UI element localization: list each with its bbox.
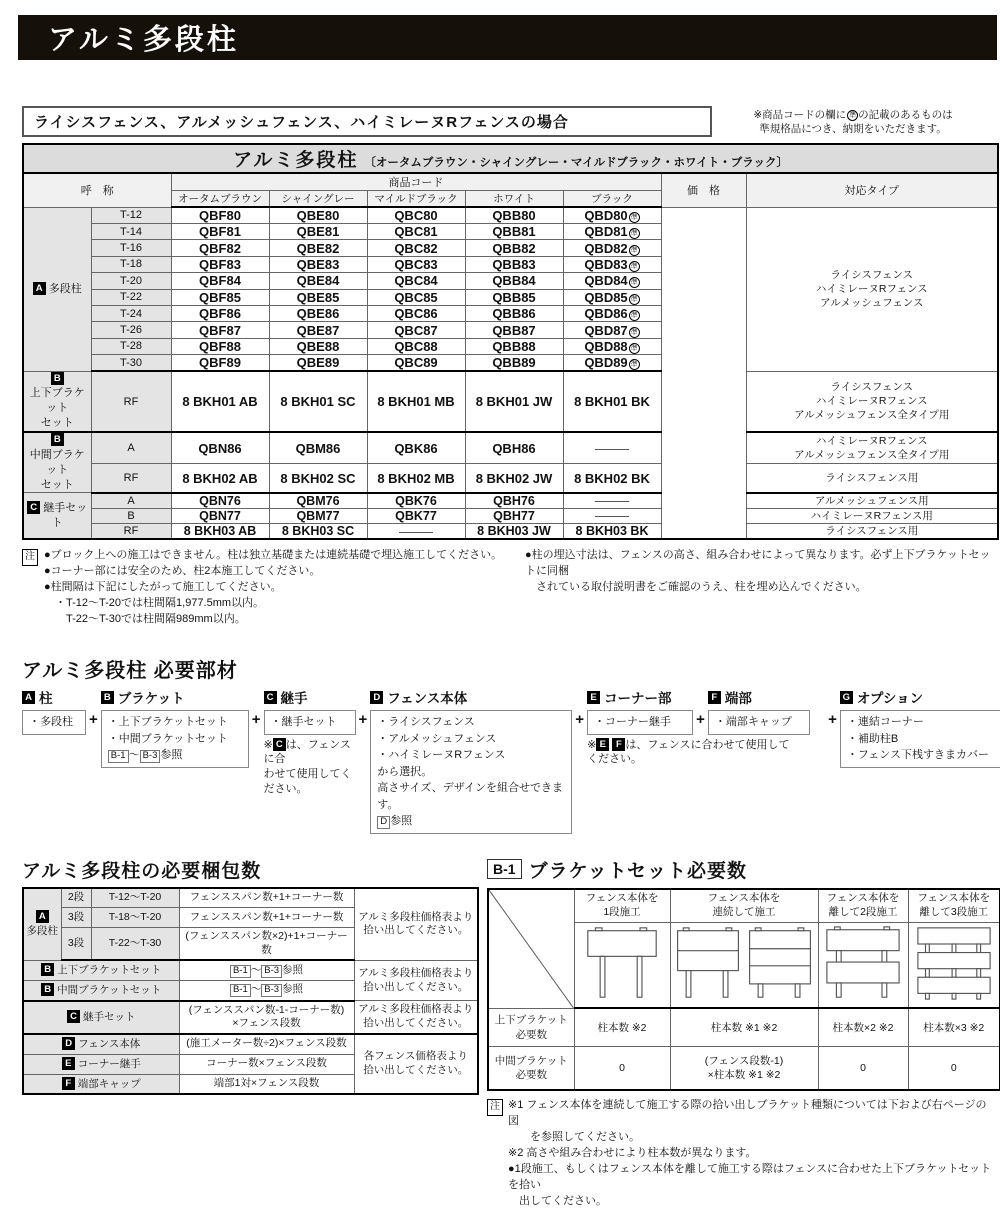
bracket-row-label: 中間ブラケット 必要数: [488, 1046, 574, 1090]
product-code-cell: 8 BKH01 BK: [563, 371, 661, 432]
pkg-note-cell: 各フェンス価格表より 拾い出してください。: [354, 1034, 478, 1094]
jun-mark: 準: [630, 230, 638, 238]
product-code-cell: 8 BKH01 JW: [465, 371, 563, 432]
part-note: ※ C は、フェンスに合 わせて使用してく ださい。: [263, 738, 352, 796]
boxed-ref: B-1: [230, 965, 251, 978]
size-cell: A: [91, 493, 171, 509]
product-code-cell: QBE89: [269, 355, 367, 372]
size-cell: T-16: [91, 240, 171, 256]
part-name: ブラケット: [117, 691, 185, 707]
black-badge: B: [51, 372, 64, 385]
black-badge: D: [62, 1037, 75, 1050]
product-code-cell: QBD84 準: [563, 273, 661, 289]
product-code-cell: QBF83: [171, 256, 269, 272]
black-badge: A: [33, 282, 46, 295]
bracket-value-cell: 0: [908, 1046, 1000, 1090]
boxed-ref: B-3: [261, 965, 282, 978]
jun-mark: 準: [630, 312, 638, 320]
note-badge: 注: [22, 549, 38, 566]
black-badge: A: [36, 910, 49, 923]
jun-mark: 準: [630, 214, 638, 221]
pkg-label-cell: 3段: [61, 908, 91, 928]
type-cell: ライシスフェンス ハイミレーヌRフェンス アルメッシュフェンス全タイプ用: [746, 371, 998, 432]
part-note: ※ E F は、フェンスに合わせて使用して ください。: [587, 738, 790, 766]
size-cell: T-14: [91, 224, 171, 240]
product-code-cell: QBD87 準: [563, 322, 661, 338]
product-code-cell: QBD80 準: [563, 207, 661, 224]
product-code-cell: 8 BKH02 JW: [465, 464, 563, 493]
table-title-row: [23, 144, 998, 173]
part-heading: [708, 687, 810, 707]
product-code-cell: QBD86 準: [563, 305, 661, 321]
size-cell: A: [91, 432, 171, 464]
size-cell: T-26: [91, 322, 171, 338]
product-code-cell: QBB88: [465, 338, 563, 354]
col-header-price: 価 格: [661, 173, 746, 207]
part-option: [840, 687, 1000, 768]
group-label-cell: A 多段柱: [23, 207, 91, 371]
package-count-section: [22, 856, 478, 1096]
product-code-cell: QBH77: [465, 509, 563, 524]
black-badge: E: [587, 691, 600, 704]
pkg-label-cell: T-22〜T-30: [91, 928, 179, 961]
product-code-cell: QBF84: [171, 273, 269, 289]
product-code-cell: 8 BKH02 MB: [367, 464, 465, 493]
product-code-cell: [563, 493, 661, 509]
pkg-note-cell: アルミ多段柱価格表より 拾い出してください。: [354, 888, 478, 961]
fence-diagram-separated-3: [908, 923, 1000, 1009]
product-code-cell: QBD88 準: [563, 338, 661, 354]
product-code-cell: QBC87: [367, 322, 465, 338]
product-code-cell: 8 BKH01 MB: [367, 371, 465, 432]
part-name: フェンス本体: [387, 691, 468, 707]
plus-sign: +: [358, 711, 368, 729]
col-header-code: 商品コード: [171, 173, 661, 191]
boxed-ref: B-1: [108, 750, 129, 763]
bracket-row-label: 上下ブラケット 必要数: [488, 1008, 574, 1046]
jun-mark: 準: [630, 328, 638, 336]
product-code-cell: QBB85: [465, 289, 563, 305]
product-code-cell: 8 BKH03 AB: [171, 524, 269, 540]
no-product-dash: [595, 449, 629, 450]
product-code-cell: QBE81: [269, 224, 367, 240]
table-row: [23, 493, 998, 509]
product-code-cell: QBH86: [465, 432, 563, 464]
color-header: ホワイト: [465, 191, 563, 208]
product-code-cell: QBK86: [367, 432, 465, 464]
product-code-cell: 8 BKH01 AB: [171, 371, 269, 432]
case-bar: [22, 106, 1000, 137]
bracket-value-cell: 柱本数 ※2: [574, 1008, 670, 1046]
product-code-cell: QBC89: [367, 355, 465, 372]
product-code-cell: QBN86: [171, 432, 269, 464]
pkg-note-cell: アルミ多段柱価格表より 拾い出してください。: [354, 1001, 478, 1034]
product-code-cell: QBE86: [269, 305, 367, 321]
bracket-count-section: [487, 856, 999, 1210]
pkg-formula-cell: (フェンススパン数-1-コーナー数) ×フェンス段数: [179, 1001, 354, 1034]
price-cell: [661, 207, 746, 539]
color-header: オータムブラウン: [171, 191, 269, 208]
bracket-value-cell: 柱本数×3 ※2: [908, 1008, 1000, 1046]
pkg-label-cell: B 上下ブラケットセット: [23, 960, 179, 980]
parts-section-title: アルミ多段柱 必要部材: [22, 660, 238, 683]
fence-separated-3-drawing: [912, 925, 996, 1001]
product-code-cell: [563, 432, 661, 464]
part-name: 継手: [280, 691, 308, 707]
bracket-header-row: [488, 889, 1000, 923]
fence-1step-drawing: [578, 925, 666, 1001]
part-box: ・端部キャップ: [708, 710, 810, 735]
bracket-notes-text: ※1 フェンス本体を連続して施工する際の拾い出しブラケット種類については下および右ページの図 を参照してください。 ※2 高さや組み合わせにより柱本数が異なります。 ●1段施工、もしくはフェンス本体を離して施工する際はフェンスに合わせた上下ブラケットセットを拾い 出してください。: [508, 1099, 992, 1207]
page-title: アルミ多段柱: [48, 24, 239, 56]
part-box: ・上下ブラケットセット ・中間ブラケットセット B-1 〜 B-3 参照: [101, 710, 249, 768]
product-code-cell: QBB86: [465, 305, 563, 321]
plus-sign: +: [828, 711, 837, 729]
pkg-formula-cell: B-1 〜 B-3 参照: [179, 981, 354, 1001]
part-heading: [840, 687, 1000, 707]
product-code-cell: 8 BKH03 BK: [563, 524, 661, 540]
black-badge: B: [41, 983, 54, 996]
product-code-cell: QBD85 準: [563, 289, 661, 305]
bracket-value-cell: (フェンス段数-1) ×柱本数 ※1 ※2: [670, 1046, 818, 1090]
col-header-name: 呼 称: [23, 173, 171, 207]
part-post: [22, 687, 86, 735]
product-code-cell: QBC80: [367, 207, 465, 224]
bracket-value-cell: 0: [574, 1046, 670, 1090]
black-badge: C: [67, 1010, 80, 1023]
part-box: ・多段柱: [22, 710, 86, 735]
size-cell: B: [91, 509, 171, 524]
diagonal-line: [489, 890, 574, 1008]
plus-sign: +: [89, 711, 98, 729]
part-fence-body: [370, 687, 572, 834]
table-row: [23, 524, 998, 540]
pkg-label-cell: B 中間ブラケットセット: [23, 981, 179, 1001]
bracket-value-cell: 0: [818, 1046, 908, 1090]
size-cell: T-30: [91, 355, 171, 372]
pkg-label-cell: E コーナー継手: [23, 1054, 179, 1074]
product-code-cell: QBM86: [269, 432, 367, 464]
jun-mark: 準: [630, 344, 638, 352]
product-code-cell: QBE84: [269, 273, 367, 289]
product-code-cell: QBE83: [269, 256, 367, 272]
bracket-col-header: フェンス本体を 離して2段施工: [818, 889, 908, 923]
bracket-col-header: フェンス本体を 連続して施工: [670, 889, 818, 923]
pkg-label-cell: D フェンス本体: [23, 1034, 179, 1054]
group-label-cell: C 継手セット: [23, 493, 91, 540]
black-badge: F: [708, 691, 721, 704]
type-cell: ハイミレーヌRフェンス用: [746, 509, 998, 524]
bracket-section-title: ブラケットセット必要数: [528, 860, 748, 882]
color-header: マイルドブラック: [367, 191, 465, 208]
part-heading: [22, 687, 86, 707]
product-code-cell: QBB80: [465, 207, 563, 224]
table-row: [23, 1034, 478, 1054]
pkg-label-cell: A 多段柱: [23, 888, 61, 961]
plus-sign: +: [251, 711, 261, 729]
jun-mark: 準: [630, 279, 638, 287]
plus-sign: +: [575, 711, 585, 729]
product-code-cell: 8 BKH03 SC: [269, 524, 367, 540]
size-cell: T-28: [91, 338, 171, 354]
size-cell: RF: [91, 524, 171, 540]
black-badge: B: [41, 963, 54, 976]
product-code-cell: QBK77: [367, 509, 465, 524]
pkg-label-cell: T-12〜T-20: [91, 888, 179, 908]
type-cell: ライシスフェンス用: [746, 524, 998, 540]
group-label-cell: B 中間ブラケット セット: [23, 432, 91, 493]
product-code-cell: QBM76: [269, 493, 367, 509]
product-code-cell: QBF86: [171, 305, 269, 321]
product-code-cell: QBC81: [367, 224, 465, 240]
part-box: ・コーナー継手: [587, 710, 693, 735]
color-header: ブラック: [563, 191, 661, 208]
bottom-section: [22, 856, 1000, 1210]
size-cell: T-24: [91, 305, 171, 321]
table-row: [23, 371, 998, 432]
product-code-cell: QBB83: [465, 256, 563, 272]
fence-continuous-2-drawing: [673, 925, 743, 1001]
notes-right: ●柱の埋込寸法は、フェンスの高さ、組み合わせによって異なります。必ず上下ブラケットセットに同梱 されている取付説明書をご確認のうえ、柱を埋め込んでください。: [525, 549, 991, 594]
product-code-cell: QBC85: [367, 289, 465, 305]
table-row: [23, 509, 998, 524]
group-label-cell: B 上下ブラケット セット: [23, 371, 91, 432]
size-cell: T-22: [91, 289, 171, 305]
size-cell: T-18: [91, 256, 171, 272]
pkg-formula-cell: (施工メーター数÷2)×フェンス段数: [179, 1034, 354, 1054]
black-badge: F: [612, 738, 625, 751]
no-product-dash: [595, 516, 629, 517]
black-badge: G: [840, 691, 853, 704]
pkg-formula-cell: B-1 〜 B-3 参照: [179, 960, 354, 980]
black-badge: C: [273, 738, 286, 751]
product-code-cell: 8 BKH02 BK: [563, 464, 661, 493]
fence-case-label: ライシスフェンス、アルメッシュフェンス、ハイミレーヌRフェンスの場合: [22, 106, 712, 137]
jun-mark: 準: [849, 112, 857, 119]
product-code-cell: QBD83 準: [563, 256, 661, 272]
bracket-value-cell: 柱本数 ※1 ※2: [670, 1008, 818, 1046]
product-code-cell: QBM77: [269, 509, 367, 524]
table-row: [23, 1001, 478, 1034]
part-corner: [587, 687, 693, 735]
part-joint: [264, 687, 356, 797]
part-name: 端部: [724, 691, 752, 707]
table-title-colors: 〔オータムブラウン・シャイングレー・マイルドブラック・ホワイト・ブラック〕: [364, 157, 788, 169]
boxed-ref: B-3: [140, 750, 161, 763]
notes-left: ●ブロック上への施工はできません。柱は独立基礎または連続基礎で埋込施工してください。 ●コーナー部には安全のため、柱2本施工してください。 ●柱間隔は下記にしたがって施工してください。 ・T-12〜T-20では柱間隔1,977.5mm以内。 T-22〜T-30では柱間隔989mm以内。: [44, 549, 503, 626]
product-code-cell: 8 BKH01 SC: [269, 371, 367, 432]
bracket-row-upper-lower: [488, 1008, 1000, 1046]
part-heading: [587, 687, 693, 707]
type-cell: ライシスフェンス ハイミレーヌRフェンス アルメッシュフェンス: [746, 207, 998, 371]
part-heading: [370, 687, 572, 707]
product-code-cell: 8 BKH02 SC: [269, 464, 367, 493]
pkg-formula-cell: (フェンススパン数×2)+1+コーナー数: [179, 928, 354, 961]
product-code-cell: QBB82: [465, 240, 563, 256]
product-code-cell: QBF81: [171, 224, 269, 240]
size-cell: T-12: [91, 207, 171, 224]
product-code-cell: QBD81 準: [563, 224, 661, 240]
bracket-col-header: フェンス本体を 1段施工: [574, 889, 670, 923]
part-heading: [264, 687, 356, 707]
part-bracket: [101, 687, 249, 768]
product-code-cell: QBE85: [269, 289, 367, 305]
pkg-formula-cell: コーナー数×フェンス段数: [179, 1054, 354, 1074]
size-cell: RF: [91, 371, 171, 432]
product-code-cell: QBC88: [367, 338, 465, 354]
bracket-row-middle: [488, 1046, 1000, 1090]
bracket-table: [487, 888, 1000, 1092]
part-heading: [101, 687, 249, 707]
parts-diagram: [22, 687, 1000, 834]
part-name: 柱: [39, 691, 53, 707]
product-code-cell: QBN76: [171, 493, 269, 509]
part-name: コーナー部: [604, 691, 672, 707]
product-code-cell: QBF80: [171, 207, 269, 224]
black-badge: A: [22, 691, 35, 704]
jun-mark: 準: [630, 246, 638, 254]
code-mark-note: ※商品コードの欄に 準 の記載のあるものは 準規格品につき、納期をいただきます。: [753, 109, 953, 136]
black-badge: D: [370, 691, 383, 704]
size-cell: T-20: [91, 273, 171, 289]
pkg-label-cell: T-18〜T-20: [91, 908, 179, 928]
note-badge: 注: [487, 1099, 503, 1116]
table-row: [23, 464, 998, 493]
pkg-label-cell: C 継手セット: [23, 1001, 179, 1034]
jun-mark: 準: [630, 262, 638, 270]
product-code-cell: QBE80: [269, 207, 367, 224]
product-code-cell: 8 BKH02 AB: [171, 464, 269, 493]
boxed-ref: D: [377, 816, 390, 829]
black-badge: E: [62, 1057, 75, 1070]
product-code-cell: QBN77: [171, 509, 269, 524]
product-code-cell: QBB89: [465, 355, 563, 372]
bracket-section-heading: [487, 856, 999, 883]
product-code-cell: QBF87: [171, 322, 269, 338]
table-title: [23, 144, 998, 173]
fence-diagram-continuous: [670, 923, 818, 1009]
table-row: [23, 207, 998, 224]
page-header-bar: [18, 15, 997, 60]
package-table: [22, 887, 479, 1096]
type-cell: ハイミレーヌRフェンス アルメッシュフェンス全タイプ用: [746, 432, 998, 464]
pkg-formula-cell: フェンススパン数+1+コーナー数: [179, 888, 354, 908]
boxed-ref: B-3: [261, 984, 282, 997]
black-badge: C: [264, 691, 277, 704]
product-code-cell: QBF88: [171, 338, 269, 354]
table-row: [23, 432, 998, 464]
pkg-label-cell: 3段: [61, 928, 91, 961]
black-badge: C: [27, 501, 40, 514]
type-cell: アルメッシュフェンス用: [746, 493, 998, 509]
product-code-cell: QBD89 準: [563, 355, 661, 372]
pkg-label-cell: 2段: [61, 888, 91, 908]
part-box: ・継手セット: [264, 710, 356, 735]
plus-sign: +: [696, 711, 705, 729]
black-badge: E: [596, 738, 609, 751]
pkg-note-cell: アルミ多段柱価格表より 拾い出してください。: [354, 960, 478, 1000]
table-row: [23, 888, 478, 908]
col-header-type: 対応タイプ: [746, 173, 998, 207]
product-code-cell: QBF82: [171, 240, 269, 256]
fence-diagram-1step: [574, 923, 670, 1009]
type-cell: ライシスフェンス用: [746, 464, 998, 493]
product-code-cell: QBF85: [171, 289, 269, 305]
color-header: シャイングレー: [269, 191, 367, 208]
product-code-cell: QBE88: [269, 338, 367, 354]
bracket-col-header: フェンス本体を 離して3段施工: [908, 889, 1000, 923]
product-code-cell: QBB87: [465, 322, 563, 338]
jun-mark: 準: [630, 295, 638, 303]
header-row-1: [23, 173, 998, 191]
boxed-ref: B-1: [487, 859, 522, 879]
table-notes: [22, 548, 1000, 628]
part-end: [708, 687, 810, 735]
pkg-formula-cell: フェンススパン数+1+コーナー数: [179, 908, 354, 928]
product-code-cell: QBH76: [465, 493, 563, 509]
product-code-cell: QBK76: [367, 493, 465, 509]
diagonal-cell: [488, 889, 574, 1009]
black-badge: B: [51, 433, 64, 446]
product-table: [22, 143, 999, 540]
part-box: ・ライシスフェンス ・アルメッシュフェンス ・ハイミレーヌRフェンス から選択。 高さサイズ、デザインを組合せできます。 D 参照: [370, 710, 572, 834]
product-code-cell: [367, 524, 465, 540]
table-row: [23, 960, 478, 980]
part-name: オプション: [856, 691, 924, 707]
product-code-cell: QBE82: [269, 240, 367, 256]
no-product-dash: [399, 532, 433, 533]
package-section-title: アルミ多段柱の必要梱包数: [22, 860, 262, 882]
jun-mark: 準: [630, 361, 638, 369]
product-code-cell: [563, 509, 661, 524]
part-corner-end-group: [587, 687, 825, 767]
product-code-cell: QBE87: [269, 322, 367, 338]
pkg-label-cell: F 端部キャップ: [23, 1074, 179, 1094]
bracket-notes: [487, 1098, 999, 1210]
product-code-cell: QBB84: [465, 273, 563, 289]
product-code-cell: QBD82 準: [563, 240, 661, 256]
pkg-formula-cell: 端部1対×フェンス段数: [179, 1074, 354, 1094]
bracket-value-cell: 柱本数×2 ※2: [818, 1008, 908, 1046]
product-code-cell: QBB81: [465, 224, 563, 240]
fence-separated-2-drawing: [821, 925, 905, 1001]
product-code-cell: QBC86: [367, 305, 465, 321]
part-box: ・連結コーナー ・補助柱B ・フェンス下桟すきまカバー: [840, 710, 1000, 768]
fence-diagram-separated-2: [818, 923, 908, 1009]
product-code-cell: QBC82: [367, 240, 465, 256]
product-code-cell: QBC83: [367, 256, 465, 272]
product-code-cell: 8 BKH03 JW: [465, 524, 563, 540]
no-product-dash: [595, 501, 629, 502]
black-badge: F: [62, 1077, 75, 1090]
black-badge: B: [101, 691, 114, 704]
fence-continuous-3-drawing: [745, 925, 815, 1001]
table-title-main: アルミ多段柱: [233, 150, 359, 171]
size-cell: RF: [91, 464, 171, 493]
product-code-cell: QBC84: [367, 273, 465, 289]
boxed-ref: B-1: [230, 984, 251, 997]
product-code-cell: QBF89: [171, 355, 269, 372]
